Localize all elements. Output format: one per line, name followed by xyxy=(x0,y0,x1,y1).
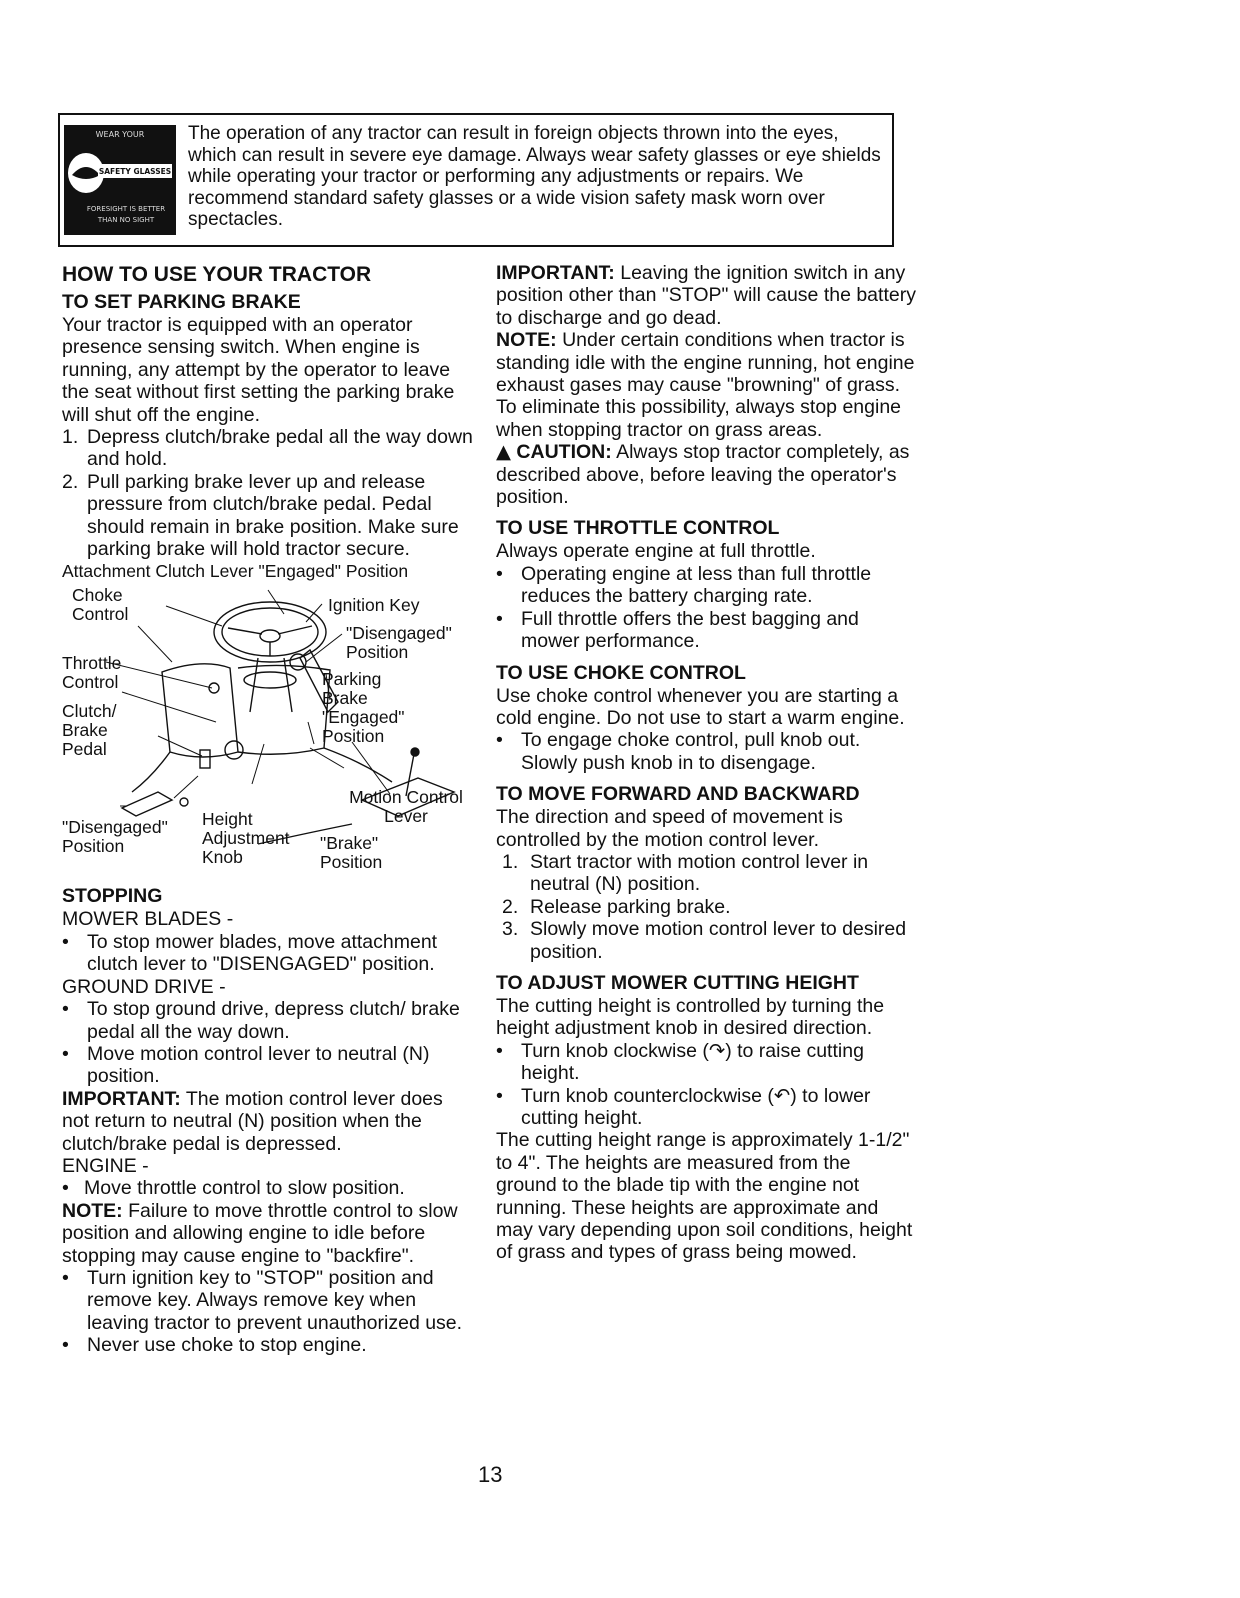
item-text: To stop ground drive, depress clutch/ brake pedal all the way down. xyxy=(87,998,460,1043)
label-height-adjustment-knob: Height Adjustment Knob xyxy=(202,809,290,868)
list-item xyxy=(496,918,916,963)
counterclockwise-text-a: Turn knob counterclockwise ( xyxy=(521,1084,774,1107)
label-brake-position: "Brake" Position xyxy=(320,833,383,873)
cutting-list xyxy=(496,1040,916,1130)
browning-note xyxy=(496,329,916,441)
step-number: 2. xyxy=(62,470,79,493)
final-list xyxy=(62,1267,474,1357)
tractor-controls-figure xyxy=(62,562,474,884)
engine-list xyxy=(62,1177,474,1199)
step-text: Release parking brake. xyxy=(530,895,731,918)
list-item: • Operating engine at less than full throttle reduces the battery charging rate. xyxy=(496,562,872,608)
left-column xyxy=(62,262,474,1357)
list-item: • Turn knob clockwise (↷) to raise cutting height. xyxy=(496,1038,864,1085)
list-item: • To stop mower blades, move attachment clutch lever to "DISENGAGED" position. xyxy=(62,930,438,976)
list-item: • To engage choke control, pull knob out. Slowly push knob in to disengage. xyxy=(496,729,861,774)
list-item: • Never use choke to stop engine. xyxy=(62,1334,367,1357)
item-text: Full throttle offers the best bagging and mower performance. xyxy=(521,607,859,653)
important-text: Leaving the ignition switch in any position other than "STOP" will cause the battery to discharge and go dead. xyxy=(496,262,916,329)
note-text: Under certain conditions when tractor is standing idle with the engine running, hot engine exhaust gases may cause "browning" of grass. To eliminate this possibility, always stop engine when stopping tractor on grass areas. xyxy=(496,329,915,441)
list-item xyxy=(62,471,474,561)
note-lead: NOTE: xyxy=(496,329,557,352)
page-number: 13 xyxy=(478,1462,503,1487)
list-item: • Full throttle offers the best bagging and mower performance. xyxy=(496,607,859,653)
item-text: To stop mower blades, move attachment clutch lever to "DISENGAGED" position. xyxy=(87,930,438,976)
label-disengaged-key-position: "Disengaged" Position xyxy=(346,623,452,663)
step-text: Start tractor with motion control lever in neutral (N) position. xyxy=(530,850,869,896)
item-text: Operating engine at less than full throttle reduces the battery charging rate. xyxy=(521,562,872,608)
item-text: Never use choke to stop engine. xyxy=(87,1334,367,1357)
cutting-range: The cutting height range is approximately 1-1/2" to 4". The heights are measured from the ground to the blade tip with the engine not running. These heights are approximate and may vary depending upon soil conditions, height of grass and types of grass being mowed. xyxy=(496,1129,913,1264)
important-lead: IMPORTANT: xyxy=(62,1087,181,1110)
list-item: • Turn ignition key to "STOP" position and remove key. Always remove key when leaving tractor to prevent unauthorized use. xyxy=(62,1266,463,1334)
label-disengaged-position: "Disengaged" Position xyxy=(62,817,168,857)
throttle-heading: TO USE THROTTLE CONTROL xyxy=(496,517,780,540)
list-item: • To stop ground drive, depress clutch/ brake pedal all the way down. xyxy=(62,998,460,1043)
list-item: • Move motion control lever to neutral (N) position. xyxy=(62,1042,430,1088)
ground-drive-label: GROUND DRIVE - xyxy=(62,975,226,998)
cutting-heading: TO ADJUST MOWER CUTTING HEIGHT xyxy=(496,971,859,994)
label-motion-control-lever: Motion Control Lever xyxy=(349,787,463,827)
choke-heading: TO USE CHOKE CONTROL xyxy=(496,661,746,684)
warning-text: The operation of any tractor can result in foreign objects thrown into the eyes, which can result in severe eye damage. Always wear safety glasses or eye shields while operating your tractor or performing any adjustments or repairs. We recommend standard safety glasses or a wide vision safety mask worn over spectacles. xyxy=(188,123,881,231)
section-title: HOW TO USE YOUR TRACTOR xyxy=(62,263,372,286)
label-attachment-clutch: Attachment Clutch Lever "Engaged" Position xyxy=(62,561,409,582)
ground-drive-list xyxy=(62,998,474,1088)
important-lead: IMPORTANT: xyxy=(496,262,615,284)
cutting-intro: The cutting height is controlled by turning the height adjustment knob in desired direction. xyxy=(496,994,885,1040)
label-parking-brake: Parking Brake xyxy=(322,669,382,709)
throttle-intro: Always operate engine at full throttle. xyxy=(496,540,816,563)
label-ignition-key: Ignition Key xyxy=(328,595,420,616)
logo-line-2: SAFETY GLASSES xyxy=(98,167,172,176)
caution-note xyxy=(496,441,916,508)
list-item: • Turn knob counterclockwise (↶) to lower cutting height. xyxy=(496,1083,871,1129)
caution-text: Always stop tractor completely, as described above, before leaving the operator's position. xyxy=(496,441,910,509)
right-column xyxy=(496,262,916,1264)
counterclockwise-text-b: ) to lower cutting height. xyxy=(521,1084,871,1129)
caution-triangle-icon: ▲ xyxy=(496,440,511,464)
step-text: Pull parking brake lever up and release pressure from clutch/brake pedal. Pedal should remain in brake position. Make sure parking brake will hold tractor secure. xyxy=(87,470,459,561)
step-text: Slowly move motion control lever to desired position. xyxy=(530,918,907,963)
label-engaged-position: "Engaged" Position xyxy=(322,707,405,747)
item-text: Turn ignition key to "STOP" position and remove key. Always remove key when leaving tractor to prevent unauthorized use. xyxy=(87,1266,463,1334)
step-number: 1. xyxy=(62,426,79,449)
item-text: To engage choke control, pull knob out. Slowly push knob in to disengage. xyxy=(521,729,861,774)
step-number: 2. xyxy=(502,895,519,918)
caution-lead: CAUTION: xyxy=(516,441,612,464)
logo-line-1: WEAR YOUR xyxy=(95,130,145,139)
important-note xyxy=(62,1088,474,1155)
logo-line-4: THAN NO SIGHT xyxy=(97,216,155,224)
step-number: 3. xyxy=(502,918,519,941)
safety-warning-box xyxy=(58,113,894,247)
clockwise-arrow-icon: ↷ xyxy=(708,1038,726,1062)
note-lead: NOTE: xyxy=(62,1199,123,1222)
choke-list xyxy=(496,729,916,774)
item-text: Move throttle control to slow position. xyxy=(84,1177,405,1200)
list-item xyxy=(496,851,916,896)
important-text: The motion control lever does not return to neutral (N) position when the clutch/brake pedal is depressed. xyxy=(62,1087,443,1155)
important-ignition xyxy=(496,262,916,329)
clockwise-text-a: Turn knob clockwise ( xyxy=(521,1039,709,1062)
move-steps xyxy=(496,851,916,963)
step-number: 1. xyxy=(502,850,519,873)
engine-label: ENGINE - xyxy=(62,1154,149,1177)
list-item xyxy=(496,896,916,918)
safety-glasses-logo xyxy=(64,125,176,235)
clockwise-text-b: ) to raise cutting height. xyxy=(521,1039,864,1085)
move-intro: The direction and speed of movement is controlled by the motion control lever. xyxy=(496,806,843,851)
parking-brake-steps xyxy=(62,426,474,560)
choke-intro: Use choke control whenever you are starting a cold engine. Do not use to start a warm engine. xyxy=(496,684,905,729)
throttle-list xyxy=(496,563,916,653)
label-choke-control: Choke Control xyxy=(72,585,129,625)
parking-brake-intro: Your tractor is equipped with an operator presence sensing switch. When engine is running, any attempt by the operator to leave the seat without first setting the parking brake will shut off the engine. xyxy=(62,314,455,426)
logo-line-3: FORESIGHT IS BETTER xyxy=(86,205,166,213)
move-heading: TO MOVE FORWARD AND BACKWARD xyxy=(496,783,860,806)
counterclockwise-arrow-icon: ↶ xyxy=(773,1083,791,1107)
list-item: • Move throttle control to slow position. xyxy=(62,1177,405,1200)
label-throttle-control: Throttle Control xyxy=(62,653,122,693)
item-text: Move motion control lever to neutral (N) position. xyxy=(87,1042,430,1088)
label-clutch-brake-pedal: Clutch/ Brake Pedal xyxy=(62,701,117,760)
list-item xyxy=(62,426,474,471)
parking-brake-heading: TO SET PARKING BRAKE xyxy=(62,291,301,313)
stopping-heading: STOPPING xyxy=(62,885,163,908)
step-text: Depress clutch/brake pedal all the way down and hold. xyxy=(87,426,473,471)
mower-blades-list xyxy=(62,931,474,976)
note-text: Failure to move throttle control to slow position and allowing engine to idle before stopping may cause engine to "backfire". xyxy=(62,1199,458,1267)
engine-note xyxy=(62,1200,474,1267)
mower-blades-label: MOWER BLADES - xyxy=(62,908,234,931)
